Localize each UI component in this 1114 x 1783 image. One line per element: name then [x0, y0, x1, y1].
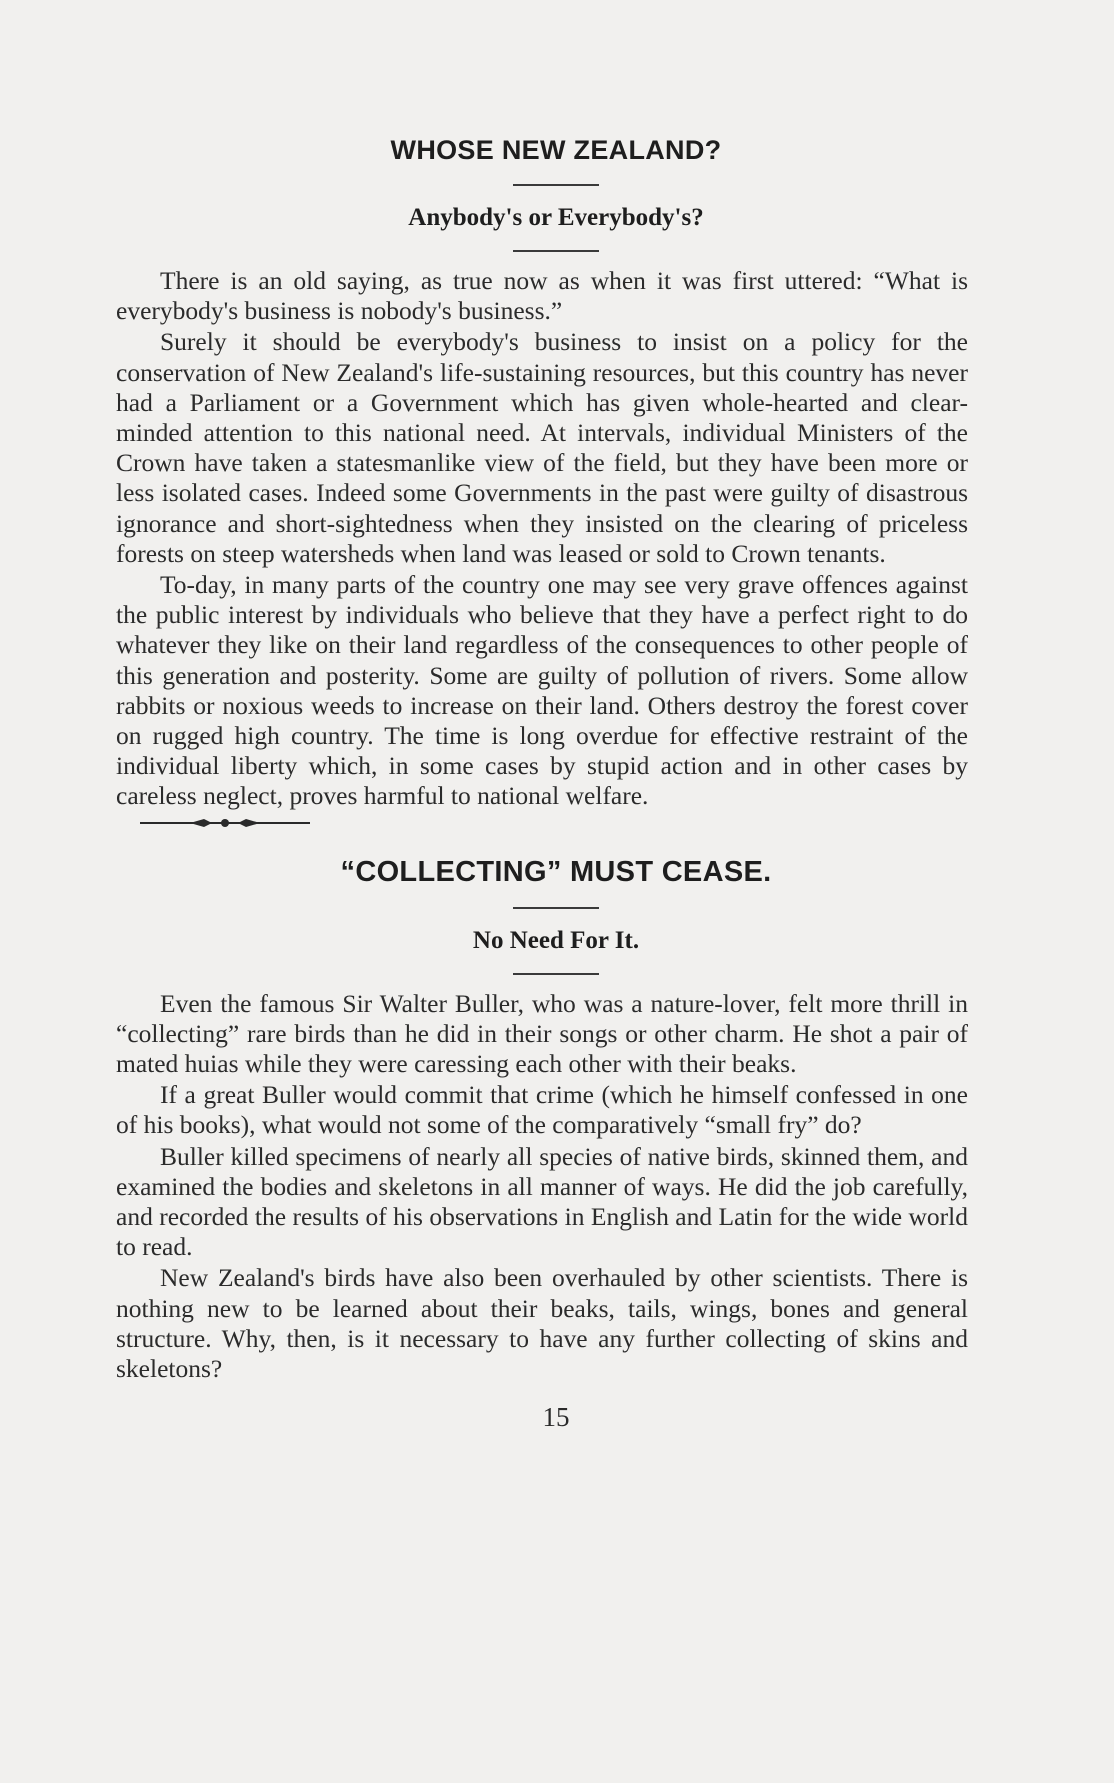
- section2-paragraph: Buller killed specimens of nearly all species of native birds, skinned them, and examined the bodies and skeletons in all manner of ways. He did the job carefully, and recorded the results of his observations in English and Latin for the wide world to read.: [116, 1141, 968, 1262]
- section2-paragraph: New Zealand's birds have also been overhauled by other scientists. There is nothing new to be learned about their beaks, tails, wings, bones and general structure. Why, then, is it necessary to have any further collecting of skins and skeletons?: [116, 1263, 968, 1384]
- section2-subtitle: No Need For It.: [472, 926, 640, 954]
- title-rule: [513, 184, 599, 186]
- section1-paragraph: To-day, in many parts of the country one may see very grave offences against the public interest by individuals who believe that they have a perfect right to do whatever they like on their land regardless of the consequences to other people of this generation and posterity. Some are guilty of pollution of rivers. Some allow rabbits or noxious weeds to increase on their land. Others destroy the forest cover on rugged high country. The time is long overdue for effective restraint of the individual liberty which, in some cases by stupid action and in other cases by careless neglect, proves harmful to national welfare.: [116, 570, 968, 811]
- section2-paragraph: If a great Buller would commit that crime (which he himself confessed in one of his books), what would not some of the comparatively “small fry” do?: [116, 1080, 968, 1140]
- subtitle-rule: [513, 250, 599, 252]
- page-content: [116, 130, 968, 1433]
- section1-paragraph: There is an old saying, as true now as when it was first uttered: “What is everybody's business is nobody's business.”: [116, 266, 968, 326]
- page-number: 15: [542, 1402, 570, 1433]
- section1-subtitle: Anybody's or Everybody's?: [408, 204, 704, 231]
- section1-title: WHOSE NEW ZEALAND?: [390, 135, 722, 165]
- section1-paragraph: Surely it should be everybody's business to insist on a policy for the conservation of New Zealand's life-sustaining resources, but this country has never had a Parliament or a Government which has given whole-hearted and clear-minded attention to this national need. At intervals, individual Ministers of the Crown have taken a statesmanlike view of the field, but they have been more or less isolated cases. Indeed some Governments in the past were guilty of disastrous ignorance and short-sightedness when they insisted on the clearing of priceless forests on steep watersheds when land was leased or sold to Crown tenants.: [116, 327, 968, 568]
- title-rule: [513, 907, 599, 909]
- section2-title: “COLLECTING” MUST CEASE.: [340, 855, 772, 888]
- ornament-divider-icon: [140, 814, 310, 832]
- subtitle-rule: [513, 973, 599, 975]
- section2-paragraph: Even the famous Sir Walter Buller, who was a nature-lover, felt more thrill in “collecting” rare birds than he did in their songs or other charm. He shot a pair of mated huias while they were caressing each other with their beaks.: [116, 988, 968, 1079]
